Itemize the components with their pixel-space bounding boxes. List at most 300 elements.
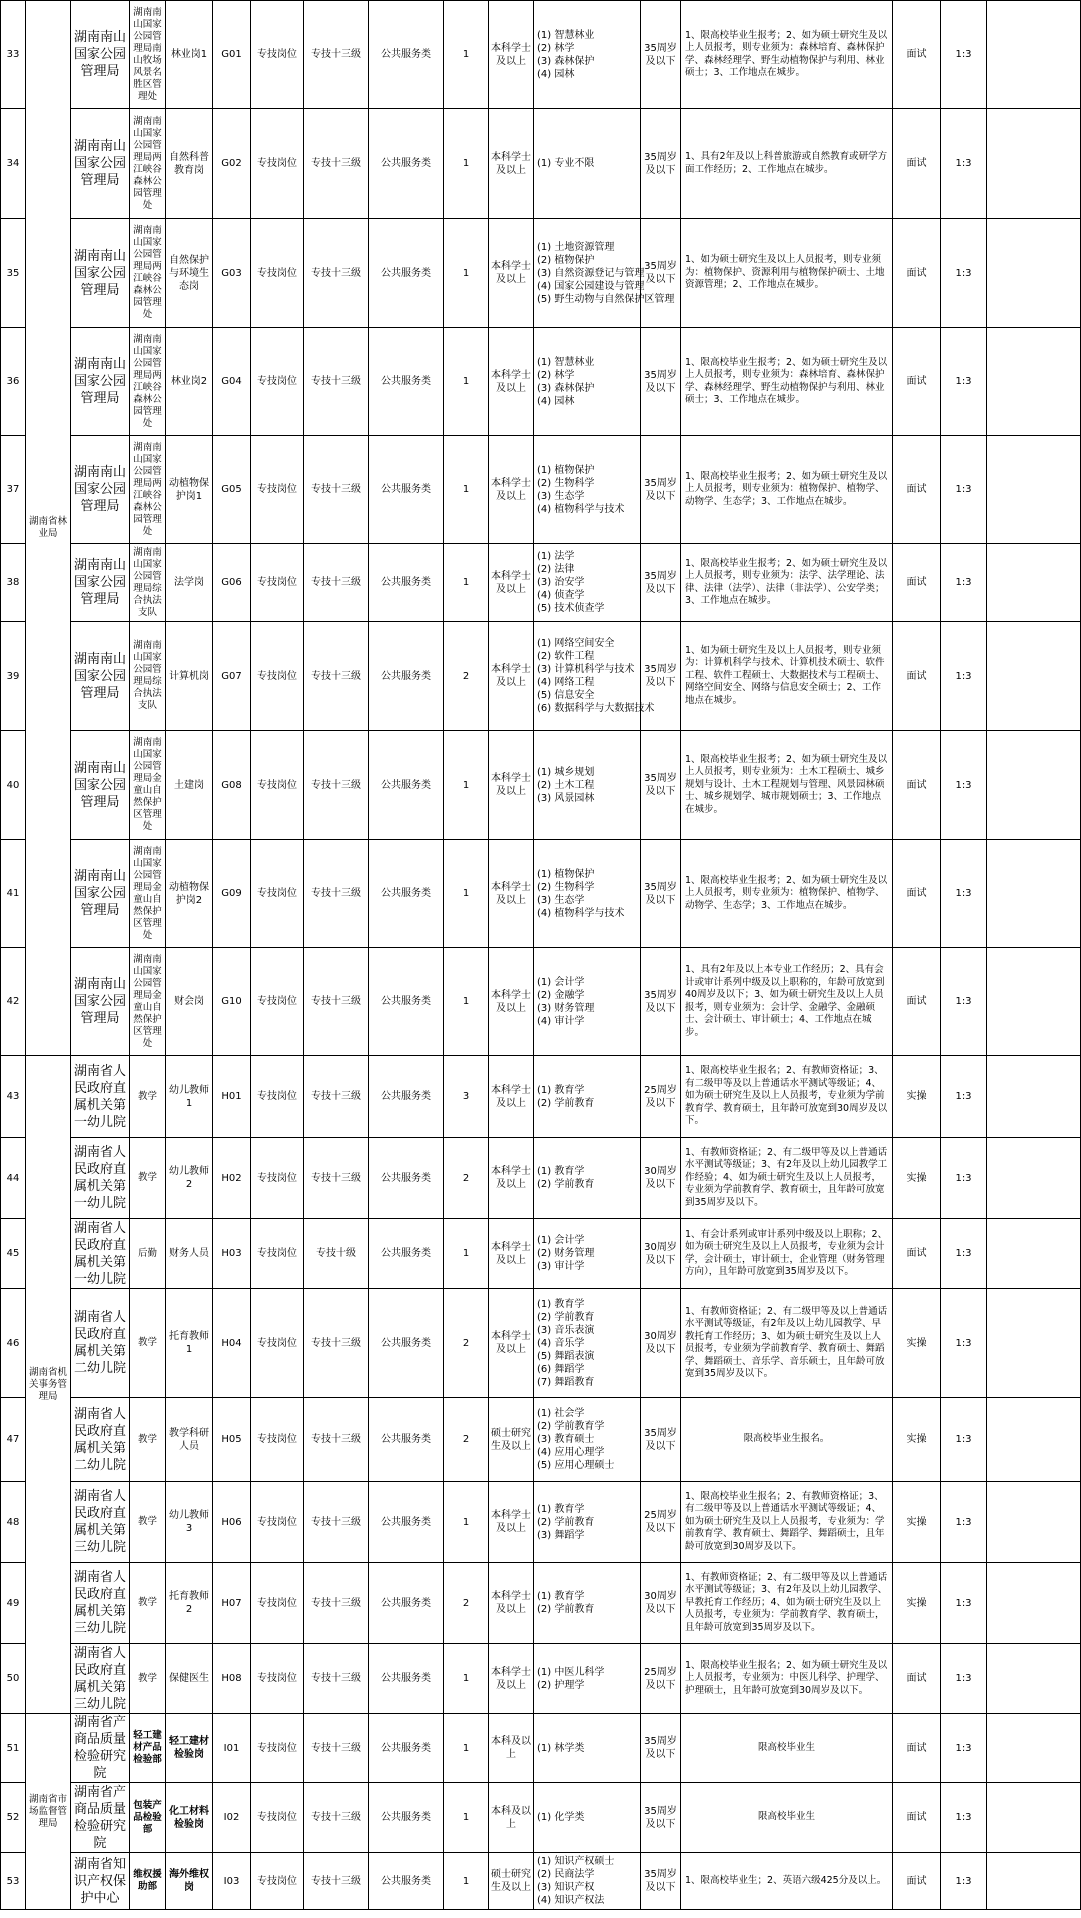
position-name: 海外维权岗 [166, 1853, 213, 1910]
education-requirement: 本科学士及以上 [489, 109, 534, 219]
education-requirement: 硕士研究生及以上 [489, 1853, 534, 1910]
major-item: (4) 音乐学 [537, 1337, 585, 1349]
sub-department: 教学 [130, 1056, 166, 1138]
sub-department: 湖南南山国家公园管理局金童山自然保护区管理处 [130, 731, 166, 840]
position-code: H02 [213, 1138, 251, 1219]
position-type: 专技岗位 [251, 1398, 304, 1482]
position-type: 专技岗位 [251, 1482, 304, 1563]
exam-method: 面试 [893, 1783, 941, 1853]
position-category: 公共服务类 [369, 1398, 444, 1482]
position-code: I02 [213, 1783, 251, 1853]
education-requirement: 本科学士及以上 [489, 1, 534, 109]
table-row [1, 1219, 1081, 1289]
position-category: 公共服务类 [369, 1644, 444, 1714]
row-number: 34 [1, 109, 26, 219]
hiring-count: 1 [444, 1219, 489, 1289]
age-requirement: 25周岁及以下 [641, 1056, 681, 1138]
exam-method: 面试 [893, 731, 941, 840]
position-code: I03 [213, 1853, 251, 1910]
position-level: 专技十三级 [304, 622, 369, 731]
other-conditions: 1、如为硕士研究生及以上人员报考，则专业须为：计算机科学与技术、计算机技术硕士、软件工程、软件工程硕士、大数据技术与工程硕士、网络空间安全、网络与信息安全硕士；2、工作地点在城步。 [681, 622, 893, 731]
position-code: G01 [213, 1, 251, 109]
major-item: (2) 学前教育 [537, 1097, 595, 1109]
major-item: (1) 土地资源管理 [537, 241, 615, 253]
major-item: (2) 林学 [537, 369, 575, 381]
exam-method: 实操 [893, 1056, 941, 1138]
position-code: H01 [213, 1056, 251, 1138]
sub-department: 湖南南山国家公园管理局南山牧场风景名胜区管理处 [130, 1, 166, 109]
position-name: 林业岗2 [166, 328, 213, 436]
major-item: (2) 林学 [537, 42, 575, 54]
major-item: (2) 学前教育学 [537, 1421, 605, 1432]
employer-unit: 湖南南山国家公园管理局 [71, 436, 130, 544]
age-requirement: 35周岁及以下 [641, 622, 681, 731]
position-name: 法学岗 [166, 544, 213, 622]
major-item: (1) 教育学 [537, 1166, 585, 1177]
employer-unit: 湖南省人民政府直属机关第三幼儿院 [71, 1482, 130, 1563]
row-number: 40 [1, 731, 26, 840]
position-level: 专技十三级 [304, 731, 369, 840]
major-item: (3) 生态学 [537, 490, 585, 502]
position-code: H05 [213, 1398, 251, 1482]
position-name: 财务人员 [166, 1219, 213, 1289]
position-name: 计算机岗 [166, 622, 213, 731]
hiring-count: 1 [444, 1853, 489, 1910]
remarks [987, 948, 1081, 1056]
position-type: 专技岗位 [251, 1644, 304, 1714]
age-requirement: 25周岁及以下 [641, 1482, 681, 1563]
table-row [1, 1714, 1081, 1783]
department-group: 湖南省市场监督管理局 [26, 1714, 71, 1910]
row-number: 51 [1, 1714, 26, 1783]
age-requirement: 35周岁及以下 [641, 1853, 681, 1910]
other-conditions: 1、限高校毕业生报考；2、如为硕士研究生及以上人员报考，则专业须为：植物保护、植物学、动物学、生态学；3、工作地点在城步。 [681, 436, 893, 544]
education-requirement: 本科学士及以上 [489, 622, 534, 731]
position-type: 专技岗位 [251, 840, 304, 948]
education-requirement: 本科学士及以上 [489, 219, 534, 328]
major-list [534, 1482, 641, 1563]
age-requirement: 35周岁及以下 [641, 731, 681, 840]
row-number: 41 [1, 840, 26, 948]
sub-department: 湖南南山国家公园管理局两江峡谷森林公园管理处 [130, 219, 166, 328]
age-requirement: 35周岁及以下 [641, 1398, 681, 1482]
major-item: (1) 知识产权硕士 [537, 1856, 615, 1867]
other-conditions: 1、限高校毕业生报名；2、如为硕士研究生及以上人员报考，专业须为：中医儿科学、护理学、护理硕士，且年龄可放宽到30周岁及以下。 [681, 1644, 893, 1714]
major-item: (3) 自然资源登记与管理 [537, 267, 645, 279]
major-item: (3) 森林保护 [537, 382, 595, 394]
other-conditions: 限高校毕业生 [681, 1783, 893, 1853]
position-level: 专技十三级 [304, 436, 369, 544]
row-number: 49 [1, 1563, 26, 1644]
row-number: 33 [1, 1, 26, 109]
sub-department: 湖南南山国家公园管理局综合执法支队 [130, 544, 166, 622]
other-conditions: 1、有教师资格证；2、有二级甲等及以上普通话水平测试等级证，有2年及以上幼儿园教学、早教托育工作经历；3、如为硕士研究生及以上人员报考，专业须为学前教育学、教育硕士、舞蹈学、舞蹈硕士、音乐学、音乐硕士，且年龄可放宽到35周岁及以下。 [681, 1289, 893, 1398]
other-conditions: 1、限高校毕业生报考；2、如为硕士研究生及以上人员报考，则专业须为：森林培育、森林保护学、森林经理学、野生动植物保护与利用、林业硕士；3、工作地点在城步。 [681, 328, 893, 436]
table-row [1, 840, 1081, 948]
position-level: 专技十三级 [304, 948, 369, 1056]
major-item: (2) 软件工程 [537, 651, 595, 662]
major-item: (3) 计算机科学与技术 [537, 664, 635, 675]
major-list [534, 1219, 641, 1289]
table-row [1, 1138, 1081, 1219]
exam-method: 面试 [893, 109, 941, 219]
remarks [987, 219, 1081, 328]
position-level: 专技十三级 [304, 1289, 369, 1398]
major-item: (1) 中医儿科学 [537, 1666, 605, 1678]
position-category: 公共服务类 [369, 1138, 444, 1219]
major-item: (2) 学前教育 [537, 1604, 595, 1615]
remarks [987, 1, 1081, 109]
position-code: I01 [213, 1714, 251, 1783]
remarks [987, 1853, 1081, 1910]
other-conditions: 1、具有2年及以上科普旅游或自然教育或研学方面工作经历；2、工作地点在城步。 [681, 109, 893, 219]
exam-method: 面试 [893, 219, 941, 328]
major-item: (1) 城乡规划 [537, 766, 595, 778]
major-item: (1) 专业不限 [537, 158, 595, 169]
position-level: 专技十三级 [304, 1, 369, 109]
age-requirement: 35周岁及以下 [641, 328, 681, 436]
major-item: (1) 教育学 [537, 1084, 585, 1096]
table-row [1, 436, 1081, 544]
position-name: 动植物保护岗1 [166, 436, 213, 544]
exam-ratio: 1:3 [941, 219, 987, 328]
exam-method: 面试 [893, 1853, 941, 1910]
major-item: (5) 野生动物与自然保护区管理 [537, 293, 675, 305]
exam-ratio: 1:3 [941, 1714, 987, 1783]
row-number: 35 [1, 219, 26, 328]
sub-department: 维权援助部 [130, 1853, 166, 1910]
sub-department: 湖南南山国家公园管理局两江峡谷森林公园管理处 [130, 436, 166, 544]
education-requirement: 本科学士及以上 [489, 731, 534, 840]
position-code: G05 [213, 436, 251, 544]
table-row [1, 1482, 1081, 1563]
major-item: (4) 植物科学与技术 [537, 503, 625, 515]
education-requirement: 本科及以上 [489, 1714, 534, 1783]
major-item: (1) 教育学 [537, 1298, 585, 1310]
exam-ratio: 1:3 [941, 1853, 987, 1910]
table-row [1, 1853, 1081, 1910]
major-item: (1) 法学 [537, 551, 575, 562]
hiring-count: 1 [444, 328, 489, 436]
remarks [987, 1138, 1081, 1219]
position-level: 专技十三级 [304, 544, 369, 622]
major-item: (4) 植物科学与技术 [537, 907, 625, 919]
exam-ratio: 1:3 [941, 948, 987, 1056]
age-requirement: 30周岁及以下 [641, 1289, 681, 1398]
exam-method: 面试 [893, 840, 941, 948]
education-requirement: 本科学士及以上 [489, 1056, 534, 1138]
position-level: 专技十三级 [304, 219, 369, 328]
sub-department: 教学 [130, 1482, 166, 1563]
major-item: (2) 生物科学 [537, 477, 595, 489]
position-category: 公共服务类 [369, 436, 444, 544]
position-name: 幼儿教师1 [166, 1056, 213, 1138]
table-row [1, 544, 1081, 622]
other-conditions: 1、有教师资格证；2、有二级甲等及以上普通话水平测试等级证；3、有2年及以上幼儿园教学、早教托育工作经历；4、如为硕士研究生及以上人员报考，专业须为：学前教育学、教育硕士，且年龄可放宽到35周岁及以下。 [681, 1563, 893, 1644]
other-conditions: 1、有教师资格证；2、有二级甲等及以上普通话水平测试等级证；3、有2年及以上幼儿园教学工作经验；4、如为硕士研究生及以上人员报考，专业须为学前教育学、教育硕士，且年龄可放宽到35周岁及以下。 [681, 1138, 893, 1219]
major-list [534, 436, 641, 544]
position-type: 专技岗位 [251, 219, 304, 328]
education-requirement: 本科学士及以上 [489, 840, 534, 948]
row-number: 39 [1, 622, 26, 731]
hiring-count: 2 [444, 1289, 489, 1398]
other-conditions: 1、限高校毕业生报名；2、有教师资格证；3、有二级甲等及以上普通话水平测试等级证；4、如为硕士研究生及以上人员报考，专业须为：学前教育学、教育硕士、舞蹈学、舞蹈硕士，且年龄可放宽到30周岁及以下。 [681, 1482, 893, 1563]
hiring-count: 1 [444, 1, 489, 109]
position-category: 公共服务类 [369, 544, 444, 622]
education-requirement: 本科学士及以上 [489, 1644, 534, 1714]
major-item: (4) 应用心理学 [537, 1447, 605, 1458]
position-name: 教学科研人员 [166, 1398, 213, 1482]
major-item: (3) 治安学 [537, 577, 585, 588]
position-category: 公共服务类 [369, 1056, 444, 1138]
remarks [987, 1644, 1081, 1714]
position-name: 幼儿教师3 [166, 1482, 213, 1563]
hiring-count: 1 [444, 948, 489, 1056]
row-number: 46 [1, 1289, 26, 1398]
remarks [987, 731, 1081, 840]
exam-ratio: 1:3 [941, 1482, 987, 1563]
hiring-count: 2 [444, 1398, 489, 1482]
position-type: 专技岗位 [251, 1853, 304, 1910]
major-item: (1) 网络空间安全 [537, 638, 615, 649]
hiring-count: 3 [444, 1056, 489, 1138]
position-category: 公共服务类 [369, 731, 444, 840]
major-item: (3) 审计学 [537, 1261, 585, 1272]
major-item: (2) 护理学 [537, 1679, 585, 1691]
exam-method: 面试 [893, 622, 941, 731]
hiring-count: 1 [444, 1783, 489, 1853]
position-type: 专技岗位 [251, 1138, 304, 1219]
sub-department: 包装产品检验部 [130, 1783, 166, 1853]
age-requirement: 30周岁及以下 [641, 1138, 681, 1219]
table-row [1, 1, 1081, 109]
position-type: 专技岗位 [251, 544, 304, 622]
education-requirement: 本科学士及以上 [489, 544, 534, 622]
exam-method: 实操 [893, 1289, 941, 1398]
position-level: 专技十三级 [304, 1853, 369, 1910]
table-row [1, 328, 1081, 436]
table-row [1, 622, 1081, 731]
exam-ratio: 1:3 [941, 1, 987, 109]
age-requirement: 35周岁及以下 [641, 544, 681, 622]
employer-unit: 湖南省人民政府直属机关第一幼儿院 [71, 1219, 130, 1289]
position-category: 公共服务类 [369, 219, 444, 328]
sub-department: 湖南南山国家公园管理局综合执法支队 [130, 622, 166, 731]
table-body [1, 1, 1081, 1910]
exam-ratio: 1:3 [941, 1289, 987, 1398]
position-type: 专技岗位 [251, 1783, 304, 1853]
exam-method: 面试 [893, 1644, 941, 1714]
remarks [987, 1056, 1081, 1138]
position-name: 自然保护与环境生态岗 [166, 219, 213, 328]
education-requirement: 硕士研究生及以上 [489, 1398, 534, 1482]
position-level: 专技十三级 [304, 109, 369, 219]
position-type: 专技岗位 [251, 731, 304, 840]
major-item: (5) 技术侦查学 [537, 603, 605, 614]
position-category: 公共服务类 [369, 840, 444, 948]
employer-unit: 湖南南山国家公园管理局 [71, 948, 130, 1056]
position-name: 土建岗 [166, 731, 213, 840]
age-requirement: 35周岁及以下 [641, 436, 681, 544]
row-number: 53 [1, 1853, 26, 1910]
major-item: (4) 侦查学 [537, 590, 585, 601]
position-name: 林业岗1 [166, 1, 213, 109]
hiring-count: 1 [444, 1482, 489, 1563]
major-item: (1) 社会学 [537, 1408, 585, 1419]
major-item: (1) 智慧林业 [537, 29, 595, 41]
major-item: (3) 森林保护 [537, 55, 595, 67]
hiring-count: 2 [444, 1138, 489, 1219]
major-item: (2) 学前教育 [537, 1179, 595, 1190]
major-item: (1) 会计学 [537, 1235, 585, 1246]
employer-unit: 湖南省人民政府直属机关第一幼儿院 [71, 1056, 130, 1138]
sub-department: 教学 [130, 1563, 166, 1644]
age-requirement: 35周岁及以下 [641, 1783, 681, 1853]
position-type: 专技岗位 [251, 328, 304, 436]
exam-method: 实操 [893, 1398, 941, 1482]
major-item: (7) 舞蹈教育 [537, 1376, 595, 1388]
exam-method: 面试 [893, 1219, 941, 1289]
exam-ratio: 1:3 [941, 1644, 987, 1714]
major-item: (1) 化学类 [537, 1812, 585, 1823]
age-requirement: 25周岁及以下 [641, 1644, 681, 1714]
exam-ratio: 1:3 [941, 840, 987, 948]
other-conditions: 1、如为硕士研究生及以上人员报考，则专业须为：植物保护、资源利用与植物保护硕士、土地资源管理；2、工作地点在城步。 [681, 219, 893, 328]
major-item: (2) 生物科学 [537, 881, 595, 893]
major-item: (1) 植物保护 [537, 868, 595, 880]
row-number: 47 [1, 1398, 26, 1482]
position-code: H07 [213, 1563, 251, 1644]
table-row [1, 1783, 1081, 1853]
position-type: 专技岗位 [251, 1, 304, 109]
position-type: 专技岗位 [251, 1289, 304, 1398]
position-category: 公共服务类 [369, 1714, 444, 1783]
position-type: 专技岗位 [251, 436, 304, 544]
position-code: H04 [213, 1289, 251, 1398]
remarks [987, 436, 1081, 544]
major-item: (2) 财务管理 [537, 1248, 595, 1259]
major-item: (1) 智慧林业 [537, 356, 595, 368]
exam-method: 面试 [893, 948, 941, 1056]
position-level: 专技十三级 [304, 840, 369, 948]
employer-unit: 湖南省知识产权保护中心 [71, 1853, 130, 1910]
position-category: 公共服务类 [369, 1563, 444, 1644]
major-list [534, 840, 641, 948]
major-item: (4) 网络工程 [537, 677, 595, 688]
position-code: G08 [213, 731, 251, 840]
position-type: 专技岗位 [251, 1563, 304, 1644]
position-category: 公共服务类 [369, 1, 444, 109]
position-level: 专技十三级 [304, 328, 369, 436]
other-conditions: 1、限高校毕业生报名；2、有教师资格证；3、有二级甲等及以上普通话水平测试等级证；4、如为硕士研究生及以上人员报考，专业须为学前教育学、教育硕士，且年龄可放宽到30周岁及以下。 [681, 1056, 893, 1138]
employer-unit: 湖南南山国家公园管理局 [71, 219, 130, 328]
position-level: 专技十三级 [304, 1644, 369, 1714]
other-conditions: 1、限高校毕业生报考；2、如为硕士研究生及以上人员报考，则专业须为：植物保护、植物学、动物学、生态学；3、工作地点在城步。 [681, 840, 893, 948]
major-item: (2) 法律 [537, 564, 575, 575]
position-name: 幼儿教师2 [166, 1138, 213, 1219]
position-level: 专技十三级 [304, 1783, 369, 1853]
employer-unit: 湖南省人民政府直属机关第二幼儿院 [71, 1289, 130, 1398]
exam-ratio: 1:3 [941, 544, 987, 622]
major-list [534, 109, 641, 219]
employer-unit: 湖南省产商品质量检验研究院 [71, 1714, 130, 1783]
exam-method: 实操 [893, 1138, 941, 1219]
sub-department: 教学 [130, 1138, 166, 1219]
position-name: 财会岗 [166, 948, 213, 1056]
position-type: 专技岗位 [251, 948, 304, 1056]
row-number: 43 [1, 1056, 26, 1138]
table-row [1, 1644, 1081, 1714]
exam-ratio: 1:3 [941, 328, 987, 436]
major-item: (2) 学前教育 [537, 1311, 595, 1323]
row-number: 37 [1, 436, 26, 544]
education-requirement: 本科学士及以上 [489, 1563, 534, 1644]
position-level: 专技十三级 [304, 1398, 369, 1482]
row-number: 50 [1, 1644, 26, 1714]
age-requirement: 30周岁及以下 [641, 1563, 681, 1644]
major-item: (4) 知识产权法 [537, 1895, 605, 1906]
major-list [534, 948, 641, 1056]
employer-unit: 湖南省人民政府直属机关第三幼儿院 [71, 1644, 130, 1714]
education-requirement: 本科学士及以上 [489, 1138, 534, 1219]
major-list [534, 1138, 641, 1219]
position-level: 专技十三级 [304, 1714, 369, 1783]
exam-ratio: 1:3 [941, 109, 987, 219]
education-requirement: 本科学士及以上 [489, 948, 534, 1056]
position-name: 托育教师2 [166, 1563, 213, 1644]
position-category: 公共服务类 [369, 1219, 444, 1289]
major-item: (4) 园林 [537, 68, 575, 80]
position-type: 专技岗位 [251, 1056, 304, 1138]
major-list [534, 328, 641, 436]
education-requirement: 本科学士及以上 [489, 328, 534, 436]
remarks [987, 328, 1081, 436]
exam-method: 面试 [893, 544, 941, 622]
major-item: (5) 舞蹈表演 [537, 1350, 595, 1362]
hiring-count: 1 [444, 219, 489, 328]
employer-unit: 湖南省人民政府直属机关第二幼儿院 [71, 1398, 130, 1482]
major-item: (3) 财务管理 [537, 1002, 595, 1014]
major-list [534, 1783, 641, 1853]
employer-unit: 湖南省产商品质量检验研究院 [71, 1783, 130, 1853]
position-name: 轻工建材检验岗 [166, 1714, 213, 1783]
table-row [1, 219, 1081, 328]
major-item: (3) 风景园林 [537, 792, 595, 804]
position-level: 专技十三级 [304, 1138, 369, 1219]
exam-ratio: 1:3 [941, 1138, 987, 1219]
other-conditions: 1、限高校毕业生；2、英语六级425分及以上。 [681, 1853, 893, 1910]
age-requirement: 35周岁及以下 [641, 109, 681, 219]
table-row [1, 948, 1081, 1056]
employer-unit: 湖南南山国家公园管理局 [71, 731, 130, 840]
age-requirement: 30周岁及以下 [641, 1219, 681, 1289]
other-conditions: 1、具有2年及以上本专业工作经历；2、具有会计或审计系列中级及以上职称的，年龄可放宽到40周岁及以下；3、如为硕士研究生及以上人员报考，则专业须为：会计学、金融学、金融硕士、会计硕士、审计硕士；4、工作地点在城步。 [681, 948, 893, 1056]
position-code: G06 [213, 544, 251, 622]
sub-department: 湖南南山国家公园管理局两江峡谷森林公园管理处 [130, 328, 166, 436]
major-item: (2) 金融学 [537, 989, 585, 1001]
other-conditions: 1、限高校毕业生报考；2、如为硕士研究生及以上人员报考，则专业须为：法学、法学理论、法律、法律（法学）、法律（非法学）、公安学类；3、工作地点在城步。 [681, 544, 893, 622]
major-item: (3) 生态学 [537, 894, 585, 906]
row-number: 36 [1, 328, 26, 436]
position-type: 专技岗位 [251, 109, 304, 219]
hiring-count: 1 [444, 1714, 489, 1783]
sub-department: 后勤 [130, 1219, 166, 1289]
table-row [1, 731, 1081, 840]
other-conditions: 1、限高校毕业生报考；2、如为硕士研究生及以上人员报考，则专业须为：森林培育、森林保护学、森林经理学、野生动植物保护与利用、林业硕士；3、工作地点在城步。 [681, 1, 893, 109]
row-number: 44 [1, 1138, 26, 1219]
position-level: 专技十三级 [304, 1563, 369, 1644]
hiring-count: 1 [444, 436, 489, 544]
